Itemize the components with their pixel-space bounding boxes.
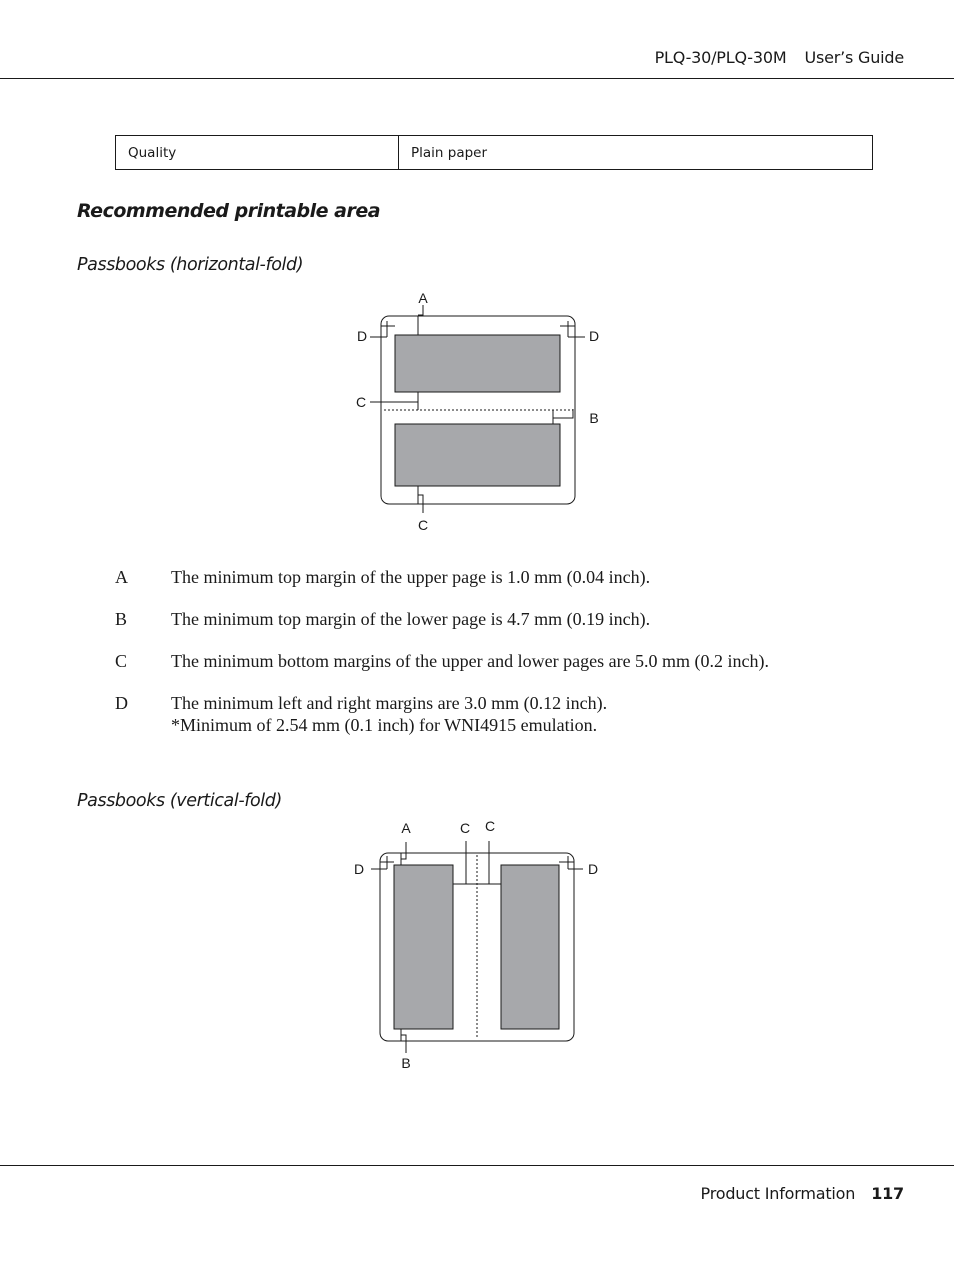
label-d-right: D — [587, 861, 599, 877]
note-text: The minimum top margin of the lower page is 4.7 mm (0.19 inch). — [171, 609, 651, 629]
note-text-emulation: *Minimum of 2.54 mm (0.1 inch) for WNI4915 emulation. — [171, 715, 598, 735]
label-d-right: D — [588, 328, 600, 344]
margin-d-left-marker — [357, 321, 395, 344]
margin-a-marker — [418, 290, 428, 335]
list-item — [115, 566, 875, 588]
margin-b-marker — [553, 409, 599, 426]
label-a: A — [418, 290, 428, 306]
label-c-bottom: C — [417, 517, 429, 533]
note-text: The minimum bottom margins of the upper and lower pages are 5.0 mm (0.2 inch). — [171, 651, 770, 671]
margin-d-left-marker — [354, 856, 394, 877]
horizontal-heading: Passbooks (horizontal-fold) — [77, 255, 304, 275]
note-key: D — [115, 693, 128, 713]
margin-b-marker — [401, 1029, 411, 1071]
note-text-group — [171, 692, 875, 736]
note-key: C — [115, 651, 128, 671]
margin-c-right-marker — [477, 818, 501, 884]
label-c-right: C — [484, 818, 496, 834]
header-rule — [0, 78, 954, 79]
upper-print-area — [395, 335, 560, 392]
vertical-fold-diagram — [340, 815, 620, 1075]
label-d-left: D — [356, 328, 368, 344]
list-item — [115, 650, 875, 672]
lower-print-area — [395, 424, 560, 486]
table-row — [116, 136, 873, 170]
label-a: A — [401, 820, 411, 836]
margin-d-right-marker — [560, 321, 599, 344]
table-cell-label: Quality — [116, 136, 399, 170]
margin-c-top-marker — [356, 392, 418, 410]
vertical-heading: Passbooks (vertical-fold) — [77, 791, 282, 811]
right-print-area — [501, 865, 559, 1029]
spec-table — [115, 135, 873, 170]
left-print-area — [394, 865, 453, 1029]
table-cell-value: Plain paper — [399, 136, 873, 170]
section-title: Recommended printable area — [77, 200, 381, 222]
margin-c-left-marker — [453, 820, 477, 884]
margin-a-marker — [401, 820, 411, 865]
horizontal-fold-diagram — [340, 285, 620, 540]
footer-rule — [0, 1165, 954, 1166]
page-number: 117 — [871, 1184, 904, 1203]
label-b: B — [589, 410, 599, 426]
list-item — [115, 692, 875, 736]
list-item — [115, 608, 875, 630]
label-c-top: C — [355, 394, 367, 410]
running-header — [655, 48, 904, 67]
margin-c-bottom-marker — [418, 486, 428, 533]
running-footer — [701, 1184, 904, 1203]
label-c-left: C — [459, 820, 471, 836]
note-text: The minimum top margin of the upper page is 1.0 mm (0.04 inch). — [171, 567, 651, 587]
note-key: B — [115, 609, 128, 629]
header-product: PLQ-30/PLQ-30M — [654, 48, 787, 67]
margin-d-right-marker — [559, 856, 598, 877]
note-key: A — [115, 567, 128, 587]
label-b: B — [401, 1055, 411, 1071]
label-d-left: D — [353, 861, 365, 877]
note-text: The minimum left and right margins are 3.0 mm (0.12 inch). — [171, 693, 608, 713]
footer-section: Product Information — [700, 1184, 856, 1203]
header-guide: User’s Guide — [804, 48, 904, 67]
margin-notes — [115, 566, 875, 756]
